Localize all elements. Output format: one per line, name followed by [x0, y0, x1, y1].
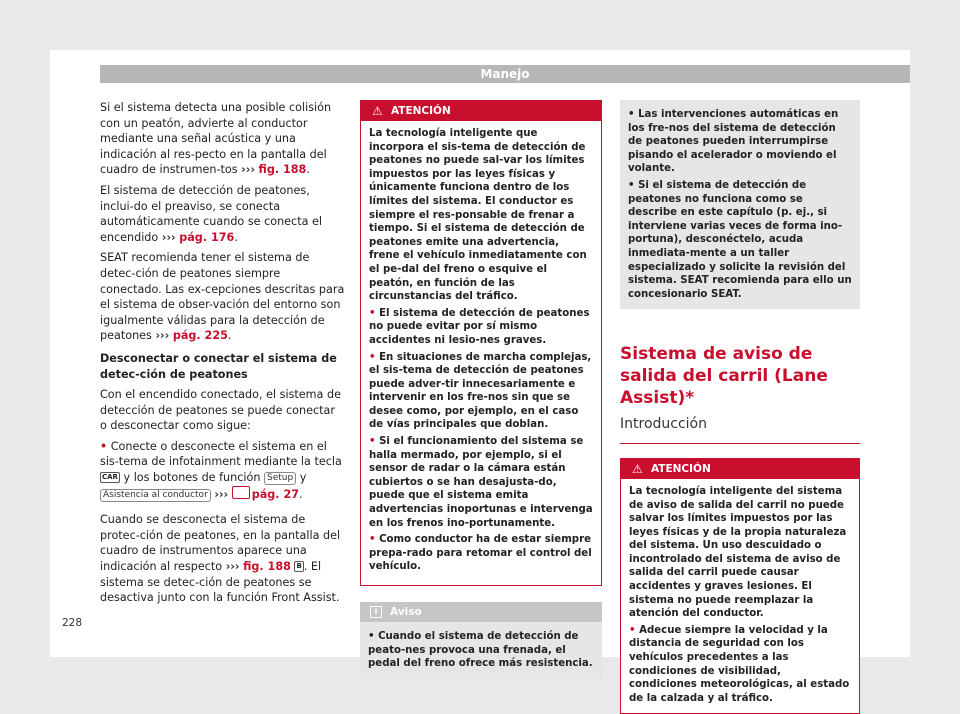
- warning-bullet: • Como conductor ha de estar siempre prepa-rado para retomar el control del vehículo.: [369, 534, 592, 573]
- paragraph-auto-on: El sistema de detección de peatones, inclui-do el preaviso, se conecta automáticamente cuando se conecta el encendido ››› pág. 176.: [100, 183, 322, 244]
- page-number: 228: [62, 617, 83, 629]
- column-right: [620, 100, 860, 714]
- paragraph-toggle-intro: Con el encendido conectado, el sistema de detección de peatones se puede conectar o desconectar como sigue:: [100, 388, 341, 433]
- figure-link[interactable]: fig. 188: [258, 163, 307, 177]
- warning-intro: La tecnología inteligente que incorpora el sis-tema de detección de peatones no puede sal-var los límites impuestos por las leyes físicas y únicamente funciona dentro de los límites del sistema. El conductor es siempre el res-ponsable de frenar a tiempo. Si el sistema de detección de peatones emite una advertencia, frene el vehículo inmediatamente con el pe-dal del freno o esquive el peatón, en función de las circunstancias del tráfico.: [369, 128, 587, 303]
- setup-button-label: Setup: [264, 472, 296, 485]
- column-middle: [360, 100, 602, 679]
- warning-box-pedestrian: [360, 100, 602, 586]
- page-link[interactable]: pág. 225: [172, 329, 228, 343]
- paragraph-collision: Si el sistema detecta una posible colisión con un peatón, advierte al conductor mediante una señal acústica y una indicación al res-pecto en la pantalla del cuadro de instrumen-tos ››› fig. 188.: [100, 101, 332, 177]
- warning-bullet: • El sistema de detección de peatones no puede evitar por sí mismo accidentes ni lesio-nes graves.: [369, 307, 590, 346]
- list-item: • Las intervenciones automáticas en los fre-nos del sistema de detección de peatones pueden interrumpirse pisando el acelerador o moviendo el volante.: [628, 109, 839, 175]
- warning-title: ATENCIÓN: [391, 105, 451, 117]
- warning-box-lane-assist: [620, 458, 860, 714]
- paragraph-recommend: SEAT recomienda tener el sistema de detec-ción de peatones siempre conectado. Las ex-cepciones descritas para el sistema de obser-vación del entorno son igualmente válidas para la detección de peatones ››› pág. 225.: [100, 251, 345, 343]
- section-header: Manejo: [100, 65, 910, 83]
- warning-bullet: • Adecue siempre la velocidad y la distancia de seguridad con los vehículos precedentes a las condiciones de visibilidad, condiciones meteorológicas, al estado de la calzada y al tráfico.: [629, 624, 850, 704]
- warning-triangle-icon: ⚠: [632, 461, 643, 476]
- page-link[interactable]: pág. 176: [179, 230, 235, 244]
- warning-intro: La tecnología inteligente del sistema de aviso de salida del carril no puede salvar los límites impuestos por las leyes físicas y de la propia naturaleza del sistema. Un uso descuidado o incontrolado del sistema de aviso de salida del carril puede causar accidentes y graves lesiones. El sistema no puede reemplazar la atención del conductor.: [629, 485, 847, 620]
- column-left: [100, 100, 345, 611]
- warning-bullet: • En situaciones de marcha complejas, el sis-tema de detección de peatones puede adver-tir innecesariamente e intervenir en los fre-nos sin que se desee como, por ejemplo, en el caso de vías principales que doblan.: [369, 351, 592, 431]
- continued-bullets-box: [620, 100, 860, 309]
- paragraph-disconnect: Cuando se desconecta el sistema de protec-ción de peatones, en la pantalla del cuadro de instrumentos aparece una indicación al respecto ››› fig. 188 B . El sistema se detec-ción de peatones se desactiva junto con la función Front Assist.: [100, 513, 341, 605]
- note-title: Aviso: [390, 606, 422, 618]
- warning-title: ATENCIÓN: [651, 462, 711, 475]
- note-icon: i: [370, 606, 382, 618]
- warning-triangle-icon: ⚠: [372, 104, 383, 118]
- note-bullet: • Cuando el sistema de detección de peato-nes provoca una frenada, el pedal del freno ofrece más resistencia.: [368, 631, 593, 670]
- car-key-icon: CAR: [102, 473, 118, 482]
- bullet-infotainment: • Conecte o desconecte el sistema en el sis-tema de infotainment mediante la tecla CAR y los botones de función Setup y Asistencia al conductor ››› pág. 27.: [100, 439, 342, 501]
- section-intro: Introducción: [620, 416, 707, 433]
- book-icon: [232, 486, 250, 499]
- section-heading: Sistema de aviso de salida del carril (Lane Assist)*: [620, 344, 828, 409]
- driver-assist-button-label: Asistencia al conductor: [100, 489, 211, 502]
- figure-key-b: B: [296, 562, 302, 571]
- warning-bullet: • Si el funcionamiento del sistema se halla mermado, por ejemplo, si el sensor de radar o la cámara están cubiertos o se han desajusta-do, puede que el sistema emita advertencias inoportunas e intervenga en los frenos ino-portunamente.: [369, 436, 593, 529]
- page-link[interactable]: pág. 27: [251, 487, 300, 501]
- subheading: Desconectar o conectar el sistema de detec-ción de peatones: [100, 351, 337, 381]
- manual-page: [50, 50, 910, 704]
- note-box: [360, 602, 602, 679]
- list-item: • Si el sistema de detección de peatones no funciona como se describe en este capítulo (p. ej., si interviene varias veces de forma ino-portuna), desconéctelo, acuda inmediata-mente a un taller especializado y solicite la revisión del sistema. SEAT recomienda para ello un concesionario SEAT.: [628, 179, 852, 300]
- divider: [620, 443, 860, 444]
- figure-link[interactable]: fig. 188: [243, 560, 291, 574]
